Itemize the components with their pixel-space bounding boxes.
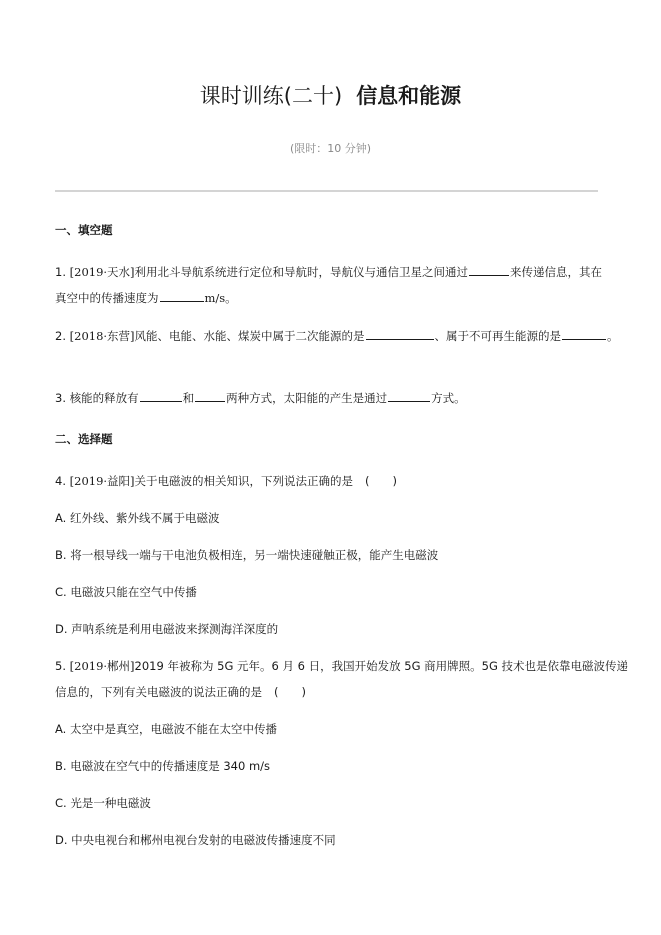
question-number: 2.: [55, 329, 66, 343]
question-number: 5.: [55, 659, 66, 673]
question-text: 来传递信息，其在: [510, 265, 603, 279]
divider: [55, 190, 598, 192]
question-text: 信息的，下列有关电磁波的说法正确的是: [55, 685, 262, 699]
answer-blank[interactable]: [160, 289, 204, 302]
question-number: 4.: [55, 474, 66, 488]
answer-blank[interactable]: [140, 389, 182, 402]
question-4-option-c[interactable]: C. 电磁波只能在空气中传播: [55, 585, 197, 599]
question-4: [55, 473, 397, 489]
question-text: 关于电磁波的相关知识，下列说法正确的是: [134, 474, 354, 488]
question-3: [55, 389, 466, 406]
question-number: 1.: [55, 265, 66, 279]
question-text: m/s。: [204, 291, 237, 305]
question-1-line-1: [55, 263, 602, 280]
question-4-option-b[interactable]: B. 将一根导线一端与干电池负极相连，另一端快速碰触正极，能产生电磁波: [55, 548, 439, 562]
question-5-option-d[interactable]: D. 中央电视台和郴州电视台发射的电磁波传播速度不同: [55, 833, 336, 847]
question-text: 。: [607, 329, 619, 343]
question-text: 和: [182, 391, 195, 405]
answer-blank[interactable]: [195, 389, 225, 402]
question-text: 、属于不可再生能源的是: [434, 329, 562, 343]
answer-blank[interactable]: [562, 327, 606, 340]
question-source: [2018·东营]: [69, 329, 135, 343]
question-text: 两种方式，太阳能的产生是通过: [226, 391, 388, 405]
question-source: [2019·天水]: [69, 265, 135, 279]
answer-parentheses[interactable]: ( ): [274, 685, 306, 699]
answer-parentheses[interactable]: ( ): [365, 474, 398, 488]
question-text: 真空中的传播速度为: [55, 291, 159, 305]
question-text: 风能、电能、水能、煤炭中属于二次能源的是: [134, 329, 365, 343]
question-4-option-a[interactable]: A. 红外线、紫外线不属于电磁波: [55, 511, 220, 525]
question-1-line-2: [55, 289, 237, 306]
section-fill-heading: 一、填空题: [55, 223, 113, 237]
section-choice-heading: 二、选择题: [55, 432, 113, 446]
time-limit: (限时：10 分钟): [289, 142, 372, 155]
question-number: 3.: [55, 391, 66, 405]
question-text: 2019 年被称为 5G 元年。6 月 6 日，我国开始发放 5G 商用牌照。5G 技术也是依靠电磁波传递: [134, 659, 629, 673]
page-main-title: 信息和能源: [356, 84, 462, 108]
answer-blank[interactable]: [388, 389, 430, 402]
question-text: 方式。: [431, 391, 466, 405]
question-2: [55, 327, 619, 344]
answer-blank[interactable]: [366, 327, 434, 340]
question-5-line-2: [55, 684, 306, 700]
page-title: [0, 82, 661, 110]
question-4-option-d[interactable]: D. 声呐系统是利用电磁波来探测海洋深度的: [55, 622, 279, 636]
question-5-option-b[interactable]: B. 电磁波在空气中的传播速度是 340 m/s: [55, 759, 271, 773]
question-5-line-1: [55, 658, 628, 674]
page-subtitle: 课时训练(二十): [199, 84, 343, 108]
question-5-option-a[interactable]: A. 太空中是真空，电磁波不能在太空中传播: [55, 722, 277, 736]
question-source: [2019·益阳]: [69, 474, 135, 488]
question-5-option-c[interactable]: C. 光是一种电磁波: [55, 796, 151, 810]
question-text: 核能的释放有: [69, 391, 139, 405]
question-text: 利用北斗导航系统进行定位和导航时，导航仪与通信卫星之间通过: [134, 265, 469, 279]
question-source: [2019·郴州]: [69, 659, 135, 673]
answer-blank[interactable]: [469, 263, 509, 276]
